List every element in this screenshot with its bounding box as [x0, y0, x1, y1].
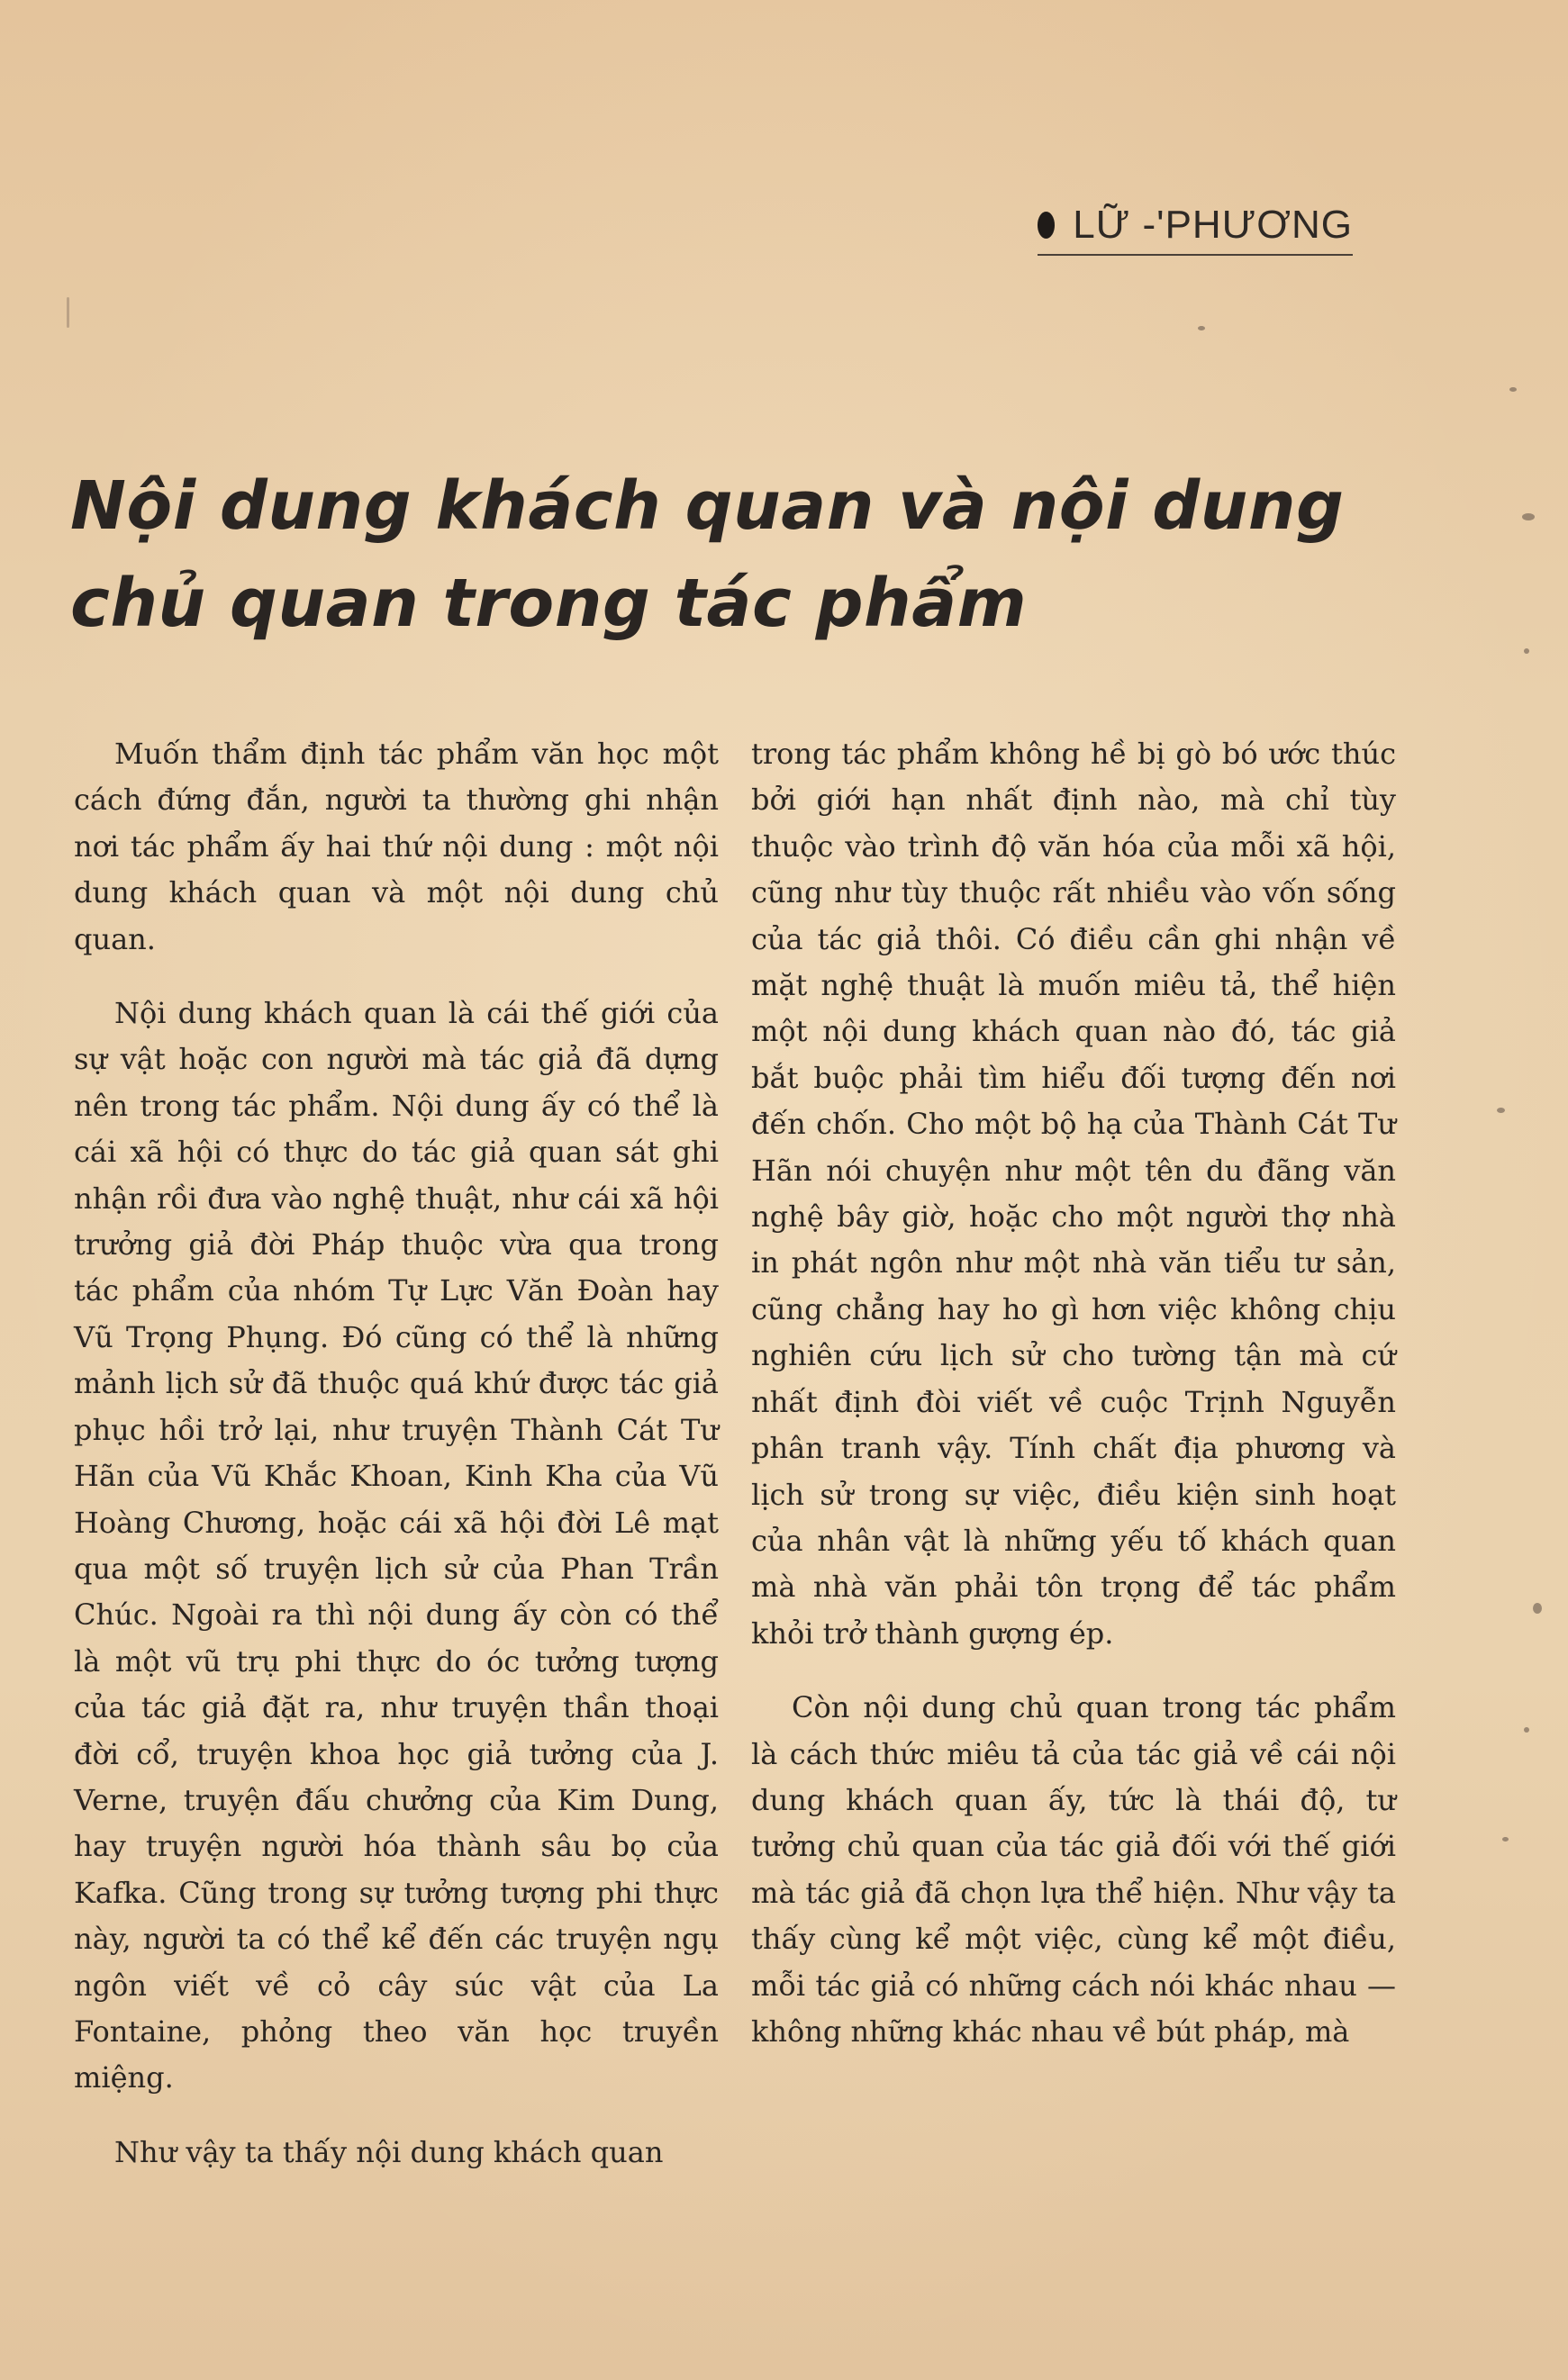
paragraph: Còn nội dung chủ quan trong tác phẩm là cách thức miêu tả của tác giả về cái nội dung khách quan ấy, tức là thái độ, tư tưởng chủ quan của tác giả đối với thế giới mà tác giả đã chọn lựa thể hiện. Như vậy ta thấy cùng kể một việc, cùng kể một điều, mỗi tác giả có những cách nói khác nhau — không những khác nhau về bút pháp, mà — [751, 1690, 1396, 2049]
page-speck — [1509, 387, 1517, 392]
title-line-2: chủ quan trong tác phẩm — [70, 565, 1028, 642]
author-byline — [1038, 196, 1353, 256]
page-speck — [1522, 513, 1535, 520]
page-speck — [67, 297, 69, 328]
author-name: LỮ -'PHƯƠNG — [1073, 203, 1353, 247]
page-speck — [1497, 1108, 1505, 1113]
page-speck — [1198, 326, 1205, 330]
paragraph: Muốn thẩm định tác phẩm văn học một cách đứng đắn, người ta thường ghi nhận nơi tác phẩm ấy hai thứ nội dung : một nội dung khách quan và một nội dung chủ quan. — [74, 737, 719, 956]
paragraph: trong tác phẩm không hề bị gò bó ước thúc bởi giới hạn nhất định nào, mà chỉ tùy thuộc vào trình độ văn hóa của mỗi xã hội, cũng như tùy thuộc rất nhiều vào vốn sống của tác giả thôi. Có điều cần ghi nhận về mặt nghệ thuật là muốn miêu tả, thể hiện một nội dung khách quan nào đó, tác giả bắt buộc phải tìm hiểu đối tượng đến nơi đến chốn. Cho một bộ hạ của Thành Cát Tư Hãn nói chuyện như một tên du đãng văn nghệ bây giờ, hoặc cho một người thợ nhà in phát ngôn như một nhà văn tiểu tư sản, cũng chẳng hay ho gì hơn việc không chịu nghiên cứu lịch sử cho tường tận mà cứ nhất định đòi viết về cuộc Trịnh Nguyễn phân tranh vậy. Tính chất địa phương và lịch sử trong sự việc, điều kiện sinh hoạt của nhân vật là những yếu tố khách quan mà nhà văn phải tôn trọng để tác phẩm khỏi trở thành gượng ép. — [751, 737, 1396, 1651]
left-column — [74, 731, 719, 2176]
paragraph: Nội dung khách quan là cái thế giới của sự vật hoặc con người mà tác giả đã dựng nên trong tác phẩm. Nội dung ấy có thể là cái xã hội có thực do tác giả quan sát ghi nhận rồi đưa vào nghệ thuật, như cái xã hội trưởng giả đời Pháp thuộc vừa qua trong tác phẩm của nhóm Tự Lực Văn Đoàn hay Vũ Trọng Phụng. Đó cũng có thể là những mảnh lịch sử đã thuộc quá khứ được tác giả phục hồi trở lại, như truyện Thành Cát Tư Hãn của Vũ Khắc Khoan, Kinh Kha của Vũ Hoàng Chương, hoặc cái xã hội đời Lê mạt qua một số truyện lịch sử của Phan Trần Chúc. Ngoài ra thì nội dung ấy còn có thể là một vũ trụ phi thực do óc tưởng tượng của tác giả đặt ra, như truyện thần thoại đời cổ, truyện khoa học giả tưởng của J. Verne, truyện đấu chưởng của Kim Dung, hay truyện người hóa thành sâu bọ của Kafka. Cũng trong sự tưởng tượng phi thực này, người ta có thể kể đến các truyện ngụ ngôn viết về cỏ cây súc vật của La Fontaine, phỏng theo văn học truyền miệng. — [74, 996, 719, 2095]
paragraph: Như vậy ta thấy nội dung khách quan — [114, 2134, 664, 2169]
page-speck — [1502, 1837, 1509, 1842]
page-speck — [1524, 1727, 1529, 1733]
article-title — [70, 457, 1421, 652]
bullet-dot-icon — [1038, 212, 1055, 239]
right-column — [751, 731, 1396, 2055]
title-line-1: Nội dung khách quan và nội dung — [70, 467, 1345, 545]
page-speck — [1533, 1603, 1542, 1614]
page-speck — [1524, 648, 1529, 654]
